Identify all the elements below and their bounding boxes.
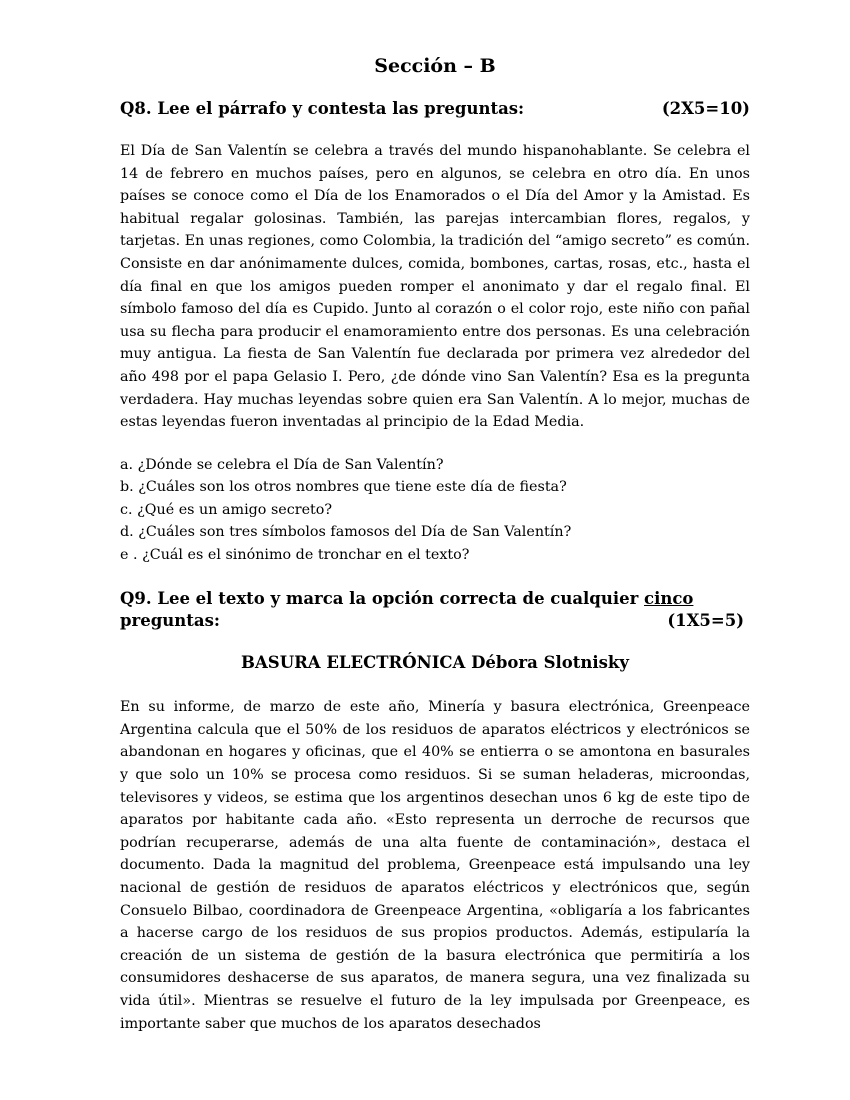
document-page [120, 52, 750, 1035]
q9-heading-line2 [120, 610, 750, 632]
q9-heading-part1: Q9. Lee el texto y marca la opción correcta de cualquier [120, 589, 645, 609]
section-title: Sección – B [374, 55, 496, 77]
q9-heading-part2: preguntas: [120, 611, 220, 631]
q8-header [120, 98, 750, 120]
article-title: BASURA ELECTRÓNICA Débora Slotnisky [241, 653, 629, 673]
q8-question-a: a. ¿Dónde se celebra el Día de San Valentín? [120, 456, 444, 473]
q8-paragraph: El Día de San Valentín se celebra a través del mundo hispanohablante. Se celebra el 14 de febrero en muchos países, pero en algunos, se celebra en otro día. En unos países se conoce como el Día de los Enamorados o el Día del Amor y la Amistad. Es habitual regalar golosinas. También, las parejas intercambian flores, regalos, y tarjetas. En unas regiones, como Colombia, la tradición del “amigo secreto” es común. Consiste en dar anónimamente dulces, comida, bombones, cartas, rosas, etc., hasta el día final en que los amigos pueden romper el anonimato y dar el regalo final. El símbolo famoso del día es Cupido. Junto al corazón o el color rojo, este niño con pañal usa su flecha para producir el enamoramiento entre dos personas. Es una celebración muy antigua. La fiesta de San Valentín fue declarada por primera vez alrededor del año 498 por el papa Gelasio I. Pero, ¿de dónde vino San Valentín? Esa es la pregunta verdadera. Hay muchas leyendas sobre quien era San Valentín. A lo mejor, muchas de estas leyendas fueron inventadas al principio de la Edad Media. [120, 143, 750, 431]
q9-heading-line1 [120, 588, 750, 610]
q8-question-list [120, 454, 750, 567]
q9-header [120, 588, 750, 632]
q8-question-d: d. ¿Cuáles son tres símbolos famosos del Día de San Valentín? [120, 524, 572, 541]
q8-heading: Q8. Lee el párrafo y contesta las preguntas: [120, 99, 525, 118]
q8-question-e: e . ¿Cuál es el sinónimo de tronchar en el texto? [120, 546, 470, 563]
q8-question-b: b. ¿Cuáles son los otros nombres que tiene este día de fiesta? [120, 479, 567, 496]
q9-heading-underlined: cinco [644, 589, 694, 609]
q8-question-c: c. ¿Qué es un amigo secreto? [120, 501, 333, 518]
q9-paragraph: En su informe, de marzo de este año, Minería y basura electrónica, Greenpeace Argentina calcula que el 50% de los residuos de aparatos eléctricos y electrónicos se abandonan en hogares y oficinas, que el 40% se entierra o se amontona en basurales y que solo un 10% se procesa como residuos. Si se suman heladeras, microondas, televisores y videos, se estima que los argentinos desechan unos 6 kg de este tipo de aparatos por habitante cada año. «Esto representa un derroche de recursos que podrían recuperarse, además de una alta fuente de contaminación», destaca el documento. Dada la magnitud del problema, Greenpeace está impulsando una ley nacional de gestión de residuos de aparatos eléctricos y electrónicos que, según Consuelo Bilbao, coordinadora de Greenpeace Argentina, «obligaría a los fabricantes a hacerse cargo de los residuos de sus propios productos. Además, estipularía la creación de un sistema de gestión de la basura electrónica que permitiría a los consumidores deshacerse de sus aparatos, de manera segura, una vez finalizada su vida útil». Mientras se resuelve el futuro de la ley impulsada por Greenpeace, es importante saber que muchos de los aparatos desechados [120, 699, 750, 1032]
q9-marks: (1X5=5) [667, 611, 744, 631]
q8-marks: (2X5=10) [661, 99, 750, 118]
